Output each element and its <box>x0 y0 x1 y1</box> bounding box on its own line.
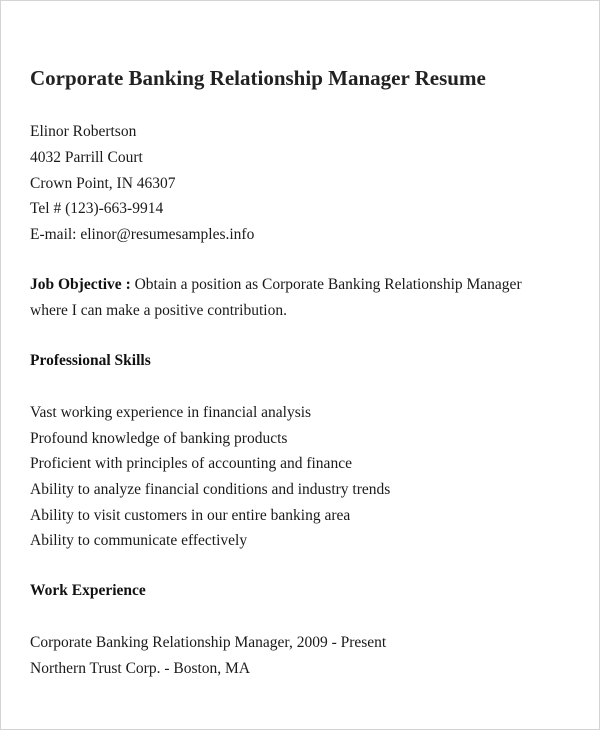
contact-phone: Tel # (123)-663-9914 <box>30 200 164 217</box>
contact-city: Crown Point, IN 46307 <box>30 175 176 192</box>
skill-item: Proficient with principles of accounting and finance <box>30 455 352 472</box>
work-heading: Work Experience <box>30 582 146 599</box>
work-company: Northern Trust Corp. - Boston, MA <box>30 660 251 677</box>
skill-item: Ability to analyze financial conditions and industry trends <box>30 481 391 498</box>
skills-heading: Professional Skills <box>30 352 151 369</box>
resume-title: Corporate Banking Relationship Manager Resume <box>30 66 486 90</box>
contact-email: E-mail: elinor@resumesamples.info <box>30 226 255 243</box>
objective-line-1 <box>30 275 522 295</box>
skill-item: Ability to communicate effectively <box>30 532 248 549</box>
contact-name: Elinor Robertson <box>30 123 137 140</box>
contact-address: 4032 Parrill Court <box>30 149 143 166</box>
objective-line-2: where I can make a positive contribution. <box>30 302 287 319</box>
objective-text: Obtain a position as Corporate Banking Relationship Manager <box>134 276 522 293</box>
skill-item: Profound knowledge of banking products <box>30 430 288 447</box>
work-position: Corporate Banking Relationship Manager, 2009 - Present <box>30 634 387 651</box>
skill-item: Ability to visit customers in our entire banking area <box>30 507 351 524</box>
objective-label: Job Objective : <box>30 276 131 293</box>
skill-item: Vast working experience in financial analysis <box>30 404 312 421</box>
